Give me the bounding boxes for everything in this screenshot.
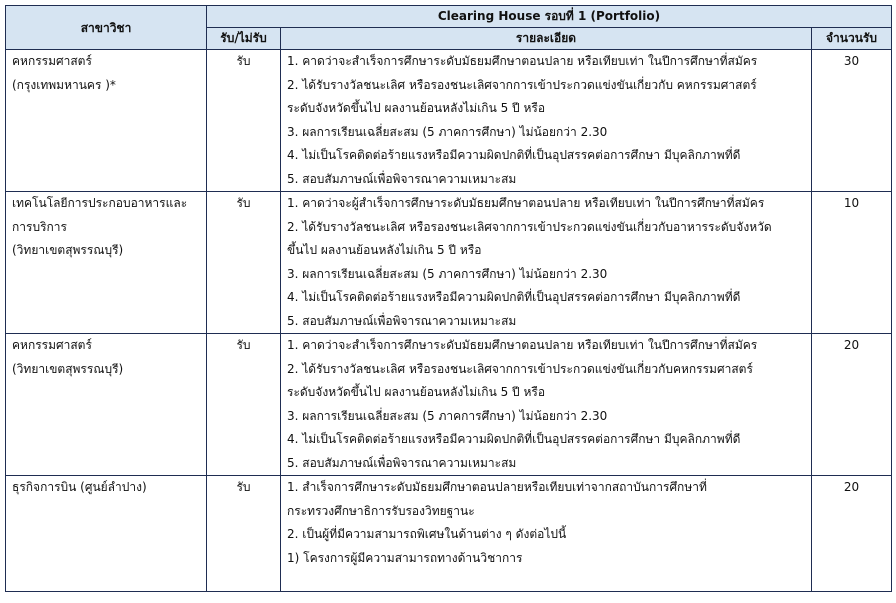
program-cell: [6, 192, 207, 334]
detail-line: ระดับจังหวัดขึ้นไป ผลงานย้อนหลังไม่เกิน 5 ปี หรือ: [287, 385, 546, 399]
header-accept: รับ/ไม่รับ: [207, 28, 281, 50]
admission-table: [5, 5, 892, 592]
table-row: [6, 476, 892, 592]
accept-cell: รับ: [207, 476, 281, 592]
program-cell: [6, 476, 207, 592]
program-line: (วิทยาเขตสุพรรณบุรี): [12, 361, 124, 376]
table-row: [6, 50, 892, 192]
detail-line: 1. คาดว่าจะผู้สำเร็จการศึกษาระดับมัธยมศึกษาตอนปลาย หรือเทียบเท่า ในปีการศึกษาที่สมัคร: [287, 196, 765, 210]
details-cell: [281, 476, 812, 592]
program-cell: [6, 50, 207, 192]
count-cell: 10: [812, 192, 892, 334]
header-count: จำนวนรับ: [812, 28, 892, 50]
program-line: ธุรกิจการบิน (ศูนย์ลำปาง): [12, 480, 147, 494]
detail-line: 4. ไม่เป็นโรคติดต่อร้ายแรงหรือมีความผิดปกติที่เป็นอุปสรรคต่อการศึกษา มีบุคลิกภาพที่ดี: [287, 148, 741, 162]
detail-line: 5. สอบสัมภาษณ์เพื่อพิจารณาความเหมาะสม: [287, 313, 517, 328]
program-line: คหกรรมศาสตร์: [12, 54, 92, 68]
header-program: สาขาวิชา: [6, 6, 207, 50]
detail-line: 2. ได้รับรางวัลชนะเลิศ หรือรองชนะเลิศจากการเข้าประกวดแข่งขันเกี่ยวกับอาหารระดับจังหวัด: [287, 219, 772, 234]
detail-line: 5. สอบสัมภาษณ์เพื่อพิจารณาความเหมาะสม: [287, 171, 517, 186]
detail-line: 3. ผลการเรียนเฉลี่ยสะสม (5 ภาคการศึกษา) ไม่น้อยกว่า 2.30: [287, 408, 608, 423]
program-line: การบริการ: [12, 219, 67, 234]
detail-line: กระทรวงศึกษาธิการรับรองวิทยฐานะ: [287, 503, 475, 518]
header-round: Clearing House รอบที่ 1 (Portfolio): [207, 6, 892, 28]
program-cell: [6, 334, 207, 476]
detail-line: ขึ้นไป ผลงานย้อนหลังไม่เกิน 5 ปี หรือ: [287, 243, 482, 257]
header-details: รายละเอียด: [281, 28, 812, 50]
detail-line: 5. สอบสัมภาษณ์เพื่อพิจารณาความเหมาะสม: [287, 455, 517, 470]
accept-cell: รับ: [207, 50, 281, 192]
detail-line: 1) โครงการผู้มีความสามารถทางด้านวิชาการ: [287, 550, 523, 565]
detail-line: 2. ได้รับรางวัลชนะเลิศ หรือรองชนะเลิศจากการเข้าประกวดแข่งขันเกี่ยวกับคหกรรมศาสตร์: [287, 361, 753, 376]
count-cell: 20: [812, 334, 892, 476]
table-row: [6, 334, 892, 476]
detail-line: 2. ได้รับรางวัลชนะเลิศ หรือรองชนะเลิศจากการเข้าประกวดแข่งขันเกี่ยวกับ คหกรรมศาสตร์: [287, 77, 757, 92]
accept-cell: รับ: [207, 334, 281, 476]
details-cell: [281, 50, 812, 192]
program-line: (กรุงเทพมหานคร )*: [12, 77, 116, 92]
count-cell: 20: [812, 476, 892, 592]
detail-line: 3. ผลการเรียนเฉลี่ยสะสม (5 ภาคการศึกษา) ไม่น้อยกว่า 2.30: [287, 124, 608, 139]
detail-line: 3. ผลการเรียนเฉลี่ยสะสม (5 ภาคการศึกษา) ไม่น้อยกว่า 2.30: [287, 266, 608, 281]
detail-line: 4. ไม่เป็นโรคติดต่อร้ายแรงหรือมีความผิดปกติที่เป็นอุปสรรคต่อการศึกษา มีบุคลิกภาพที่ดี: [287, 290, 741, 304]
detail-line: 1. คาดว่าจะสำเร็จการศึกษาระดับมัธยมศึกษาตอนปลาย หรือเทียบเท่า ในปีการศึกษาที่สมัคร: [287, 54, 758, 68]
program-line: เทคโนโลยีการประกอบอาหารและ: [12, 196, 188, 210]
details-cell: [281, 192, 812, 334]
program-line: คหกรรมศาสตร์: [12, 338, 92, 352]
detail-line: 1. คาดว่าจะสำเร็จการศึกษาระดับมัธยมศึกษาตอนปลาย หรือเทียบเท่า ในปีการศึกษาที่สมัคร: [287, 338, 758, 352]
count-cell: 30: [812, 50, 892, 192]
table-row: [6, 192, 892, 334]
detail-line: ระดับจังหวัดขึ้นไป ผลงานย้อนหลังไม่เกิน 5 ปี หรือ: [287, 101, 546, 115]
detail-line: 1. สำเร็จการศึกษาระดับมัธยมศึกษาตอนปลายหรือเทียบเท่าจากสถาบันการศึกษาที่: [287, 480, 707, 494]
details-cell: [281, 334, 812, 476]
program-line: (วิทยาเขตสุพรรณบุรี): [12, 243, 124, 257]
accept-cell: รับ: [207, 192, 281, 334]
detail-line: 4. ไม่เป็นโรคติดต่อร้ายแรงหรือมีความผิดปกติที่เป็นอุปสรรคต่อการศึกษา มีบุคลิกภาพที่ดี: [287, 432, 741, 446]
detail-line: 2. เป็นผู้ที่มีความสามารถพิเศษในด้านต่าง ๆ ดังต่อไปนี้: [287, 527, 567, 541]
